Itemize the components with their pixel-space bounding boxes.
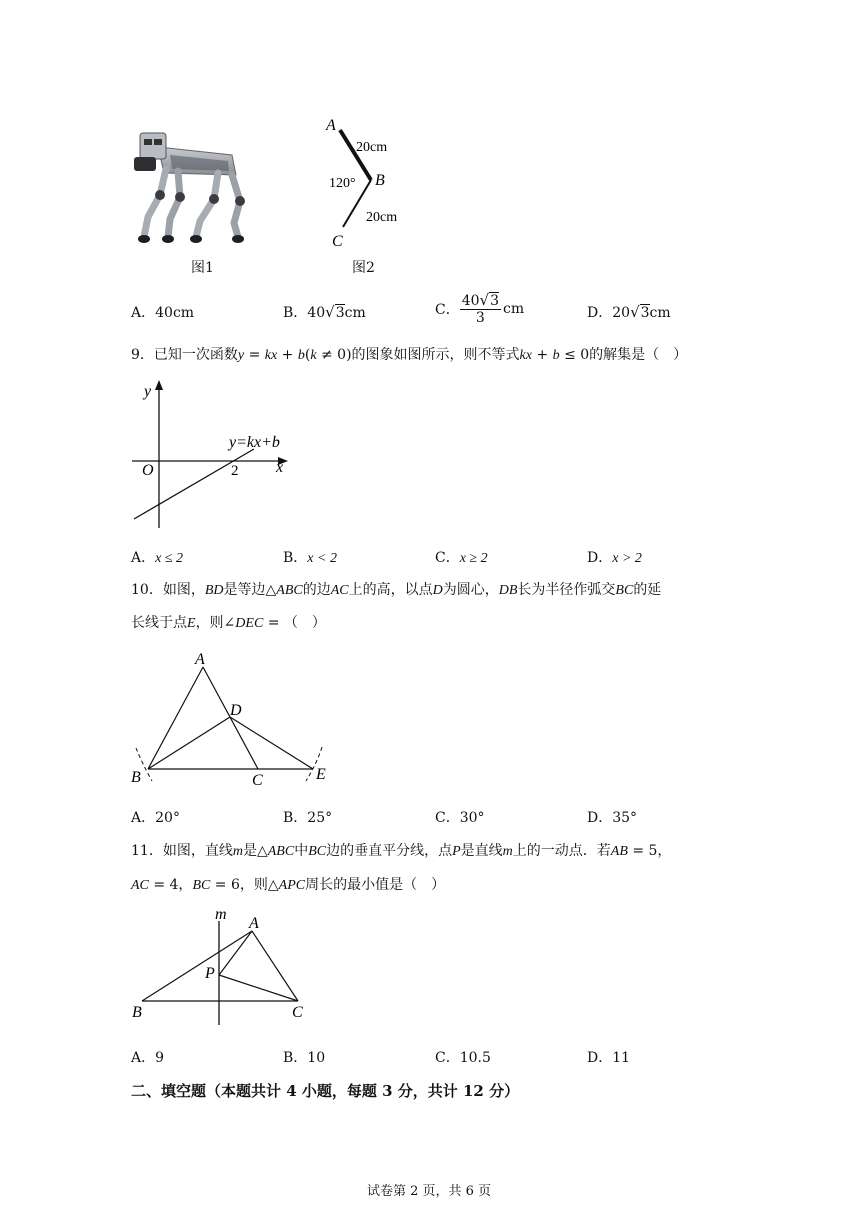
x-intercept-label: 2 bbox=[231, 463, 239, 479]
side-ab bbox=[142, 931, 252, 1001]
y-axis-arrow-icon bbox=[155, 380, 163, 390]
label-e: E bbox=[316, 766, 326, 783]
label-bc-length: 20cm bbox=[366, 210, 398, 225]
label-a: A bbox=[249, 915, 259, 932]
q9-option-d[interactable]: D．x > 2 bbox=[587, 550, 642, 566]
q10-stem-line2: 长线于点E，则∠DEC = （ ） bbox=[131, 615, 326, 631]
q11-option-a[interactable]: A．9 bbox=[131, 1050, 165, 1066]
q10-figure bbox=[128, 645, 338, 790]
label-b: B bbox=[131, 769, 141, 786]
label-p: P bbox=[205, 965, 215, 982]
q11-stem-line1: 11．如图，直线m是△ABC中BC边的垂直平分线，点P是直线m上的一动点．若AB = 5， bbox=[131, 843, 672, 859]
page-footer: 试卷第 2 页，共 6 页 bbox=[367, 1184, 492, 1199]
q10-option-d[interactable]: D．35° bbox=[587, 810, 638, 826]
rod-ab bbox=[340, 130, 371, 180]
q10-stem-line1: 10．如图，BD是等边△ABC的边AC上的高，以点D为圆心，DB长为半径作弧交BC的延 bbox=[131, 582, 662, 598]
line-y-kx-b bbox=[134, 449, 254, 519]
q8-option-c-fraction: $\frac{40√3}{3}$ bbox=[461, 291, 500, 326]
q8-option-d[interactable]: D．20√3cm bbox=[587, 303, 671, 321]
q8-option-b[interactable]: B．40√3cm bbox=[283, 303, 366, 321]
q9-option-a[interactable]: A．x ≤ 2 bbox=[131, 550, 184, 566]
segment-de bbox=[230, 717, 313, 769]
q8-option-c[interactable]: C． $\frac{40√3}{3}$ cm bbox=[435, 291, 525, 326]
side-ac bbox=[252, 931, 298, 1001]
segment-ap bbox=[219, 931, 252, 975]
robot-dog-image bbox=[130, 125, 270, 250]
label-c: C bbox=[292, 1004, 303, 1021]
y-axis-label: y bbox=[144, 383, 152, 400]
side-ab bbox=[148, 667, 203, 769]
label-angle: 120° bbox=[329, 176, 356, 191]
q9-option-b[interactable]: B．x < 2 bbox=[283, 550, 337, 566]
q9-graph bbox=[128, 378, 298, 530]
q10-option-c[interactable]: C．30° bbox=[435, 810, 485, 826]
segment-pc bbox=[219, 975, 298, 1001]
label-b: B bbox=[132, 1004, 142, 1021]
origin-label: O bbox=[142, 462, 154, 479]
label-b: B bbox=[375, 172, 385, 189]
q10-option-a[interactable]: A．20° bbox=[131, 810, 180, 826]
section-2-title: 二、填空题（本题共计 4 小题，每题 3 分，共计 12 分） bbox=[131, 1082, 520, 1100]
q8-option-a[interactable]: A．40cm bbox=[131, 305, 195, 321]
line-label: y=kx+b bbox=[229, 434, 280, 451]
segment-bd bbox=[148, 717, 230, 769]
q9-stem: 9．已知一次函数y = kx + b(k ≠ 0)的图象如图所示，则不等式kx + b ≤ 0的解集是（ ） bbox=[131, 347, 688, 363]
q11-option-c[interactable]: C．10.5 bbox=[435, 1050, 491, 1066]
label-m: m bbox=[215, 906, 227, 923]
q9-option-c[interactable]: C．x ≥ 2 bbox=[435, 550, 488, 566]
fig2-caption: 图2 bbox=[352, 260, 375, 276]
label-d: D bbox=[230, 702, 242, 719]
fig2-diagram bbox=[318, 110, 418, 250]
q11-figure bbox=[128, 905, 318, 1030]
label-a: A bbox=[326, 117, 336, 134]
q11-stem-line2: AC = 4，BC = 6，则△APC周长的最小值是（ ） bbox=[131, 877, 446, 893]
label-a: A bbox=[195, 651, 205, 668]
label-c: C bbox=[252, 772, 263, 789]
fig1-caption: 图1 bbox=[191, 260, 214, 276]
q10-option-b[interactable]: B．25° bbox=[283, 810, 333, 826]
x-axis-label: x bbox=[276, 459, 284, 476]
label-c: C bbox=[332, 233, 343, 250]
label-ab-length: 20cm bbox=[356, 140, 388, 155]
q11-option-b[interactable]: B．10 bbox=[283, 1050, 326, 1066]
q11-option-d[interactable]: D．11 bbox=[587, 1050, 631, 1066]
